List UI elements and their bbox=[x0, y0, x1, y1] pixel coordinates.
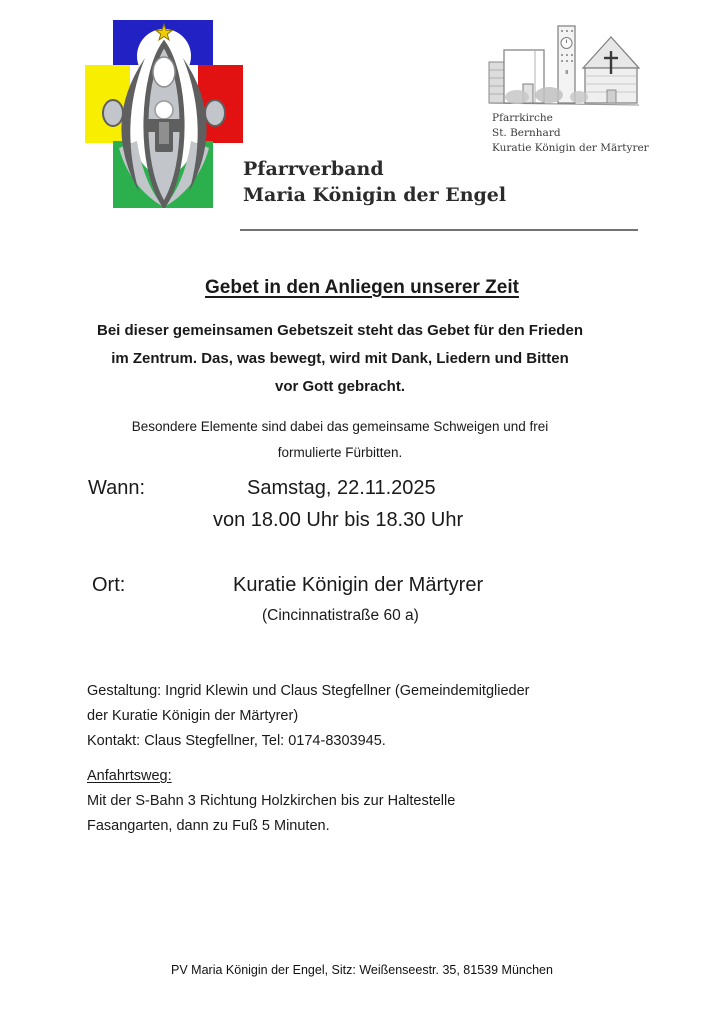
header-divider bbox=[240, 229, 638, 231]
intro-line: vor Gott gebracht. bbox=[274, 378, 405, 395]
where-address: (Cincinnatistraße 60 a) bbox=[262, 607, 419, 624]
note-line: formulierte Fürbitten. bbox=[277, 445, 403, 460]
church-caption-line: Kuratie Königin der Märtyrer bbox=[492, 142, 649, 154]
directions-line: Mit der S-Bahn 3 Richtung Holzkirchen bis zur Haltestelle bbox=[87, 793, 456, 809]
intro-line: Bei dieser gemeinsamen Gebetszeit steht das Gebet für den Frieden bbox=[97, 322, 583, 339]
church-caption bbox=[487, 111, 649, 156]
church-drawing-icon bbox=[487, 24, 643, 108]
org-name-line2: Maria Königin der Engel bbox=[243, 184, 507, 206]
where-venue: Kuratie Königin der Märtyrer bbox=[233, 574, 484, 596]
contact-line: Kontakt: Claus Stegfellner, Tel: 0174-8303945. bbox=[87, 733, 386, 749]
intro-paragraph bbox=[87, 317, 593, 401]
note-paragraph bbox=[87, 414, 593, 466]
organizers-block bbox=[87, 679, 529, 754]
page-footer: PV Maria Königin der Engel, Sitz: Weißenseestr. 35, 81539 München bbox=[171, 963, 553, 977]
directions-block bbox=[87, 764, 455, 839]
church-letterhead bbox=[487, 24, 649, 156]
directions-heading: Anfahrtsweg: bbox=[87, 768, 172, 784]
organizers-line: Gestaltung: Ingrid Klewin und Claus Stegfellner (Gemeindemitglieder bbox=[87, 683, 530, 699]
event-title-text: Gebet in den Anliegen unserer Zeit bbox=[205, 277, 519, 298]
parish-emblem-icon bbox=[85, 20, 243, 208]
when-time: von 18.00 Uhr bis 18.30 Uhr bbox=[213, 509, 464, 531]
when-date: Samstag, 22.11.2025 bbox=[247, 477, 436, 499]
event-title bbox=[0, 277, 724, 299]
note-line: Besondere Elemente sind dabei das gemeinsame Schweigen und frei bbox=[131, 419, 549, 434]
when-label: Wann: bbox=[88, 477, 146, 499]
org-name-line1: Pfarrverband bbox=[243, 158, 384, 180]
where-label: Ort: bbox=[92, 574, 126, 596]
organizers-line: der Kuratie Königin der Märtyrer) bbox=[87, 708, 299, 724]
church-caption-line: St. Bernhard bbox=[492, 127, 561, 139]
intro-line: im Zentrum. Das, was bewegt, wird mit Dank, Liedern und Bitten bbox=[111, 350, 569, 367]
org-name bbox=[243, 156, 506, 208]
directions-line: Fasangarten, dann zu Fuß 5 Minuten. bbox=[87, 818, 330, 834]
church-caption-line: Pfarrkirche bbox=[492, 112, 553, 124]
